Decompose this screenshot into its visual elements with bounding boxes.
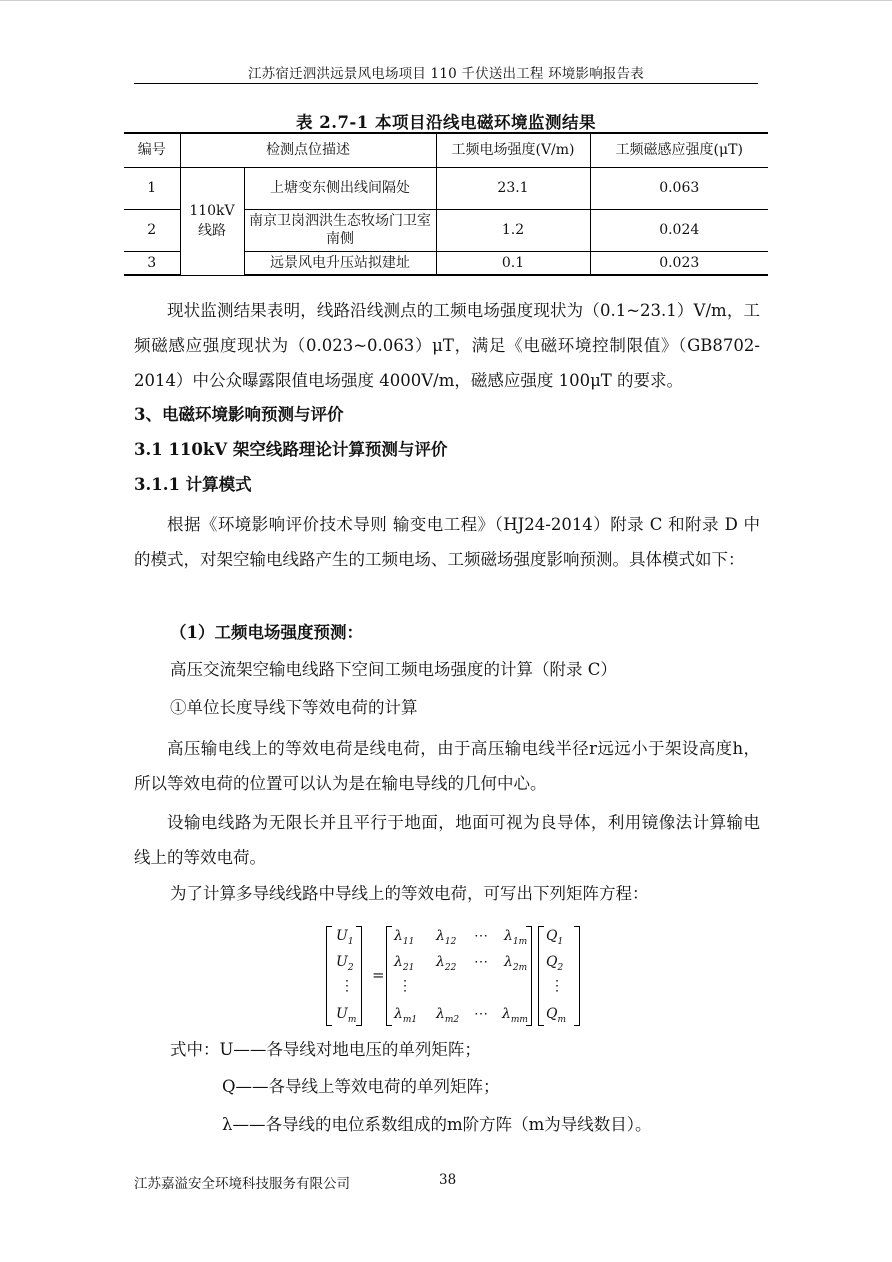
hdots: ⋯ xyxy=(474,1006,488,1022)
bracket-right xyxy=(574,926,580,1026)
bracket-left xyxy=(538,926,544,1026)
cell-no: 1 xyxy=(124,167,180,209)
group-label-110kv: 110kV 线路 xyxy=(180,167,244,275)
lambda-11: $\lambda_{11}$ xyxy=(394,928,415,947)
definition-u: 式中：U——各导线对地电压的单列矩阵； xyxy=(170,1040,481,1059)
col-header-e-field: 工频电场强度(V/m) xyxy=(436,133,590,167)
heading-e-field-prediction: （1）工频电场强度预测： xyxy=(170,623,363,642)
paragraph-line-charge: 高压输电线上的等效电荷是线电荷，由于高压输电线半径r远远小于架设高度h，所以等效电荷的位置可以认为是在输电导线的几何中心。 xyxy=(134,739,760,793)
cell-desc: 远景风电升压站拟建址 xyxy=(244,251,436,275)
lambda-12: $\lambda_{12}$ xyxy=(436,928,457,947)
cell-b-field: 0.023 xyxy=(590,251,768,275)
lambda-22: $\lambda_{22}$ xyxy=(436,954,457,973)
q-vdots: ⋮ xyxy=(550,978,564,994)
col-header-no: 编号 xyxy=(124,133,180,167)
paragraph-image-method: 设输电线路为无限长并且平行于地面，地面可视为良导体，利用镜像法计算输电线上的等效电荷。 xyxy=(134,813,760,867)
matrix-equation xyxy=(326,924,586,1028)
definition-lambda: λ——各导线的电位系数组成的m阶方阵（m为导线数目）。 xyxy=(222,1115,652,1134)
cell-e-field: 0.1 xyxy=(436,251,590,275)
table-caption: 表 2.7-1 本项目沿线电磁环境监测结果 xyxy=(295,113,597,132)
heading-section-3-1-1: 3.1.1 计算模式 xyxy=(134,475,252,494)
u-2: $U_2$ xyxy=(336,954,354,973)
heading-section-3: 3、电磁环境影响预测与评价 xyxy=(134,405,344,424)
lambda-1m: $\lambda_{1m}$ xyxy=(504,928,528,947)
footer-company: 江苏嘉溢安全环境科技服务有限公司 xyxy=(134,1176,350,1192)
q-2: $Q_2$ xyxy=(546,954,564,973)
cell-b-field: 0.063 xyxy=(590,167,768,209)
text-appendix-c: 高压交流架空输电线路下空间工频电场强度的计算（附录 C） xyxy=(170,660,617,679)
cell-e-field: 23.1 xyxy=(436,167,590,209)
hdots: ⋯ xyxy=(474,954,488,970)
page-number: 38 xyxy=(439,1172,457,1188)
cell-desc: 南京卫岗泗洪生态牧场门卫室南侧 xyxy=(244,209,436,251)
cell-b-field: 0.024 xyxy=(590,209,768,251)
u-1: $U_1$ xyxy=(336,928,354,947)
col-header-b-field: 工频磁感应强度(μT) xyxy=(590,133,768,167)
col-header-desc: 检测点位描述 xyxy=(180,133,436,167)
bracket-right xyxy=(356,926,362,1026)
heading-section-3-1: 3.1 110kV 架空线路理论计算预测与评价 xyxy=(134,440,448,459)
cell-no: 3 xyxy=(124,251,180,275)
definition-q: Q——各导线上等效电荷的单列矩阵； xyxy=(222,1077,500,1096)
table-header-row xyxy=(124,133,768,167)
u-m: $U_m$ xyxy=(336,1006,357,1025)
text-equivalent-charge-heading: ①单位长度导线下等效电荷的计算 xyxy=(170,698,418,717)
text-matrix-intro: 为了计算多导线线路中导线上的等效电荷，可写出下列矩阵方程： xyxy=(170,884,649,903)
page-header: 江苏宿迁泗洪远景风电场项目 110 千伏送出工程 环境影响报告表 xyxy=(247,66,645,82)
lambda-vdots: ⋮ xyxy=(398,978,412,994)
cell-e-field: 1.2 xyxy=(436,209,590,251)
cell-no: 2 xyxy=(124,209,180,251)
q-m: $Q_m$ xyxy=(546,1006,567,1025)
header-rule xyxy=(134,83,758,84)
paragraph-model-basis: 根据《环境影响评价技术导则 输变电工程》（HJ24-2014）附录 C 和附录 D 中的模式，对架空输电线路产生的工频电场、工频磁场强度影响预测。具体模式如下： xyxy=(134,515,760,569)
lambda-21: $\lambda_{21}$ xyxy=(394,954,415,973)
cell-desc: 上塘变东侧出线间隔处 xyxy=(244,167,436,209)
q-1: $Q_1$ xyxy=(546,928,564,947)
bracket-left xyxy=(386,926,392,1026)
equals-sign: = xyxy=(372,966,385,984)
lambda-mm: $\lambda_{mm}$ xyxy=(502,1006,528,1025)
paragraph-monitoring-conclusion: 现状监测结果表明，线路沿线测点的工频电场强度现状为（0.1~23.1）V/m，工频磁感应强度现状为（0.023~0.063）μT，满足《电磁环境控制限值》（GB8702-2014）中公众曝露限值电场强度 4000V/m，磁感应强度 100μT 的要求。 xyxy=(134,301,760,390)
lambda-m1: $\lambda_{m1}$ xyxy=(394,1006,418,1025)
page-top-edge xyxy=(0,0,892,1)
u-vdots: ⋮ xyxy=(340,978,354,994)
lambda-2m: $\lambda_{2m}$ xyxy=(504,954,528,973)
hdots: ⋯ xyxy=(474,928,488,944)
monitoring-table xyxy=(124,132,768,276)
table-row xyxy=(124,167,768,209)
lambda-m2: $\lambda_{m2}$ xyxy=(436,1006,460,1025)
bracket-left xyxy=(326,926,332,1026)
